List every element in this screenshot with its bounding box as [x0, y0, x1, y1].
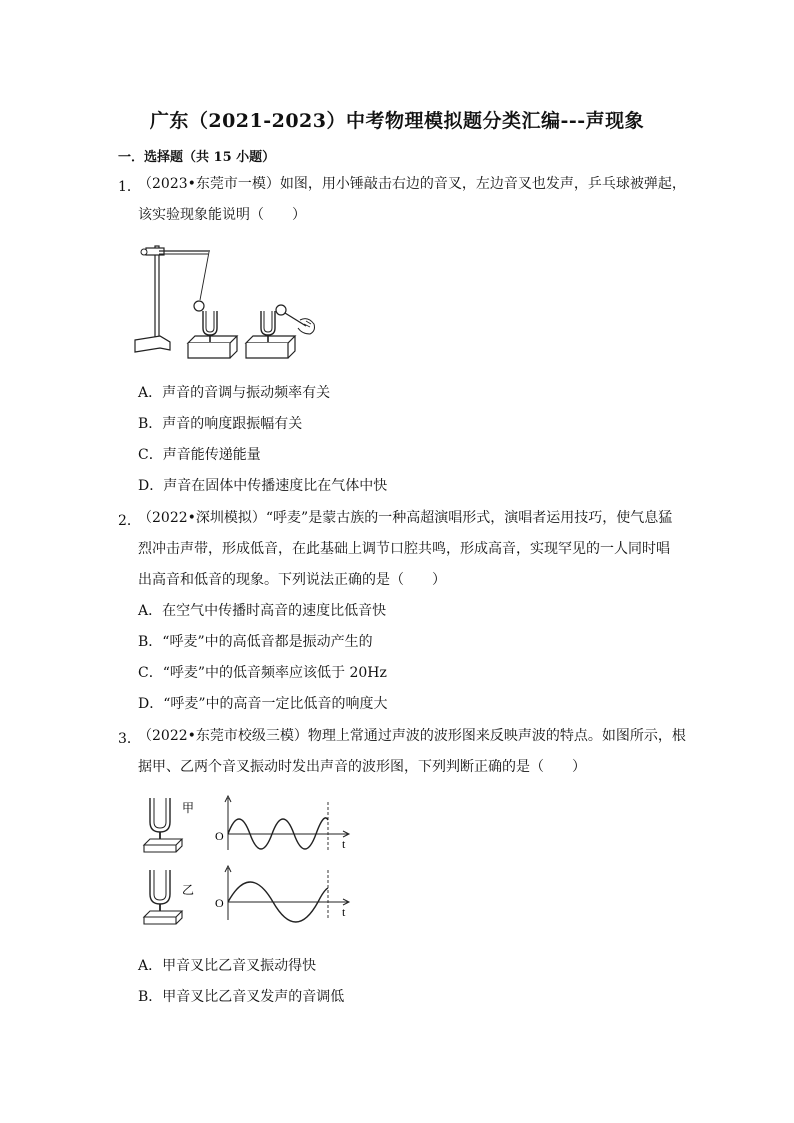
question-2-option-c: C．“呼麦”中的低音频率应该低于 20Hz	[138, 665, 387, 681]
question-3-option-a: A．甲音叉比乙音叉振动得快	[138, 958, 317, 974]
axis-t-b-label: t	[342, 905, 346, 919]
waveform-comparison-figure	[138, 790, 368, 940]
question-1-number: 1．	[118, 179, 141, 195]
question-2-option-a: A．在空气中传播时高音的速度比低音快	[138, 603, 387, 619]
question-2-number: 2．	[118, 513, 141, 529]
question-1-option-d: D．声音在固体中传播速度比在气体中快	[138, 478, 388, 494]
section-heading: 一．选择题（共 15 小题）	[118, 150, 276, 165]
question-1-option-a: A．声音的音调与振动频率有关	[138, 385, 331, 401]
question-1-line-2: 该实验现象能说明（ ）	[138, 207, 306, 223]
page-title: 广东（2021-2023）中考物理模拟题分类汇编---声现象	[149, 110, 645, 132]
question-2-line-1: （2022•深圳模拟）“呼麦”是蒙古族的一种高超演唱形式，演唱者运用技巧，使气息猛	[138, 510, 673, 526]
question-2-option-b: B．“呼麦”中的高低音都是振动产生的	[138, 634, 373, 650]
question-2-line-3: 出高音和低音的现象。下列说法正确的是（ ）	[138, 572, 446, 588]
question-2-option-d: D．“呼麦”中的高音一定比低音的响度大	[138, 696, 388, 712]
fork-b-label: 乙	[182, 883, 195, 897]
waveform-a	[228, 818, 328, 849]
question-3-line-1: （2022•东莞市校级三模）物理上常通过声波的波形图来反映声波的特点。如图所示，根	[138, 728, 686, 744]
fork-a-label: 甲	[182, 801, 195, 815]
question-2-line-2: 烈冲击声带，形成低音，在此基础上调节口腔共鸣，形成高音，实现罕见的一人同时唱	[138, 541, 670, 557]
question-3-number: 3．	[118, 731, 141, 747]
question-1-option-b: B．声音的响度跟振幅有关	[138, 416, 303, 432]
origin-a-label: O	[215, 829, 224, 843]
question-3-line-2: 据甲、乙两个音叉振动时发出声音的波形图，下列判断正确的是（ ）	[138, 759, 586, 775]
question-1-line-1: （2023•东莞市一模）如图，用小锤敲击右边的音叉，左边音叉也发声，乒乓球被弹起，	[138, 176, 686, 192]
question-1-option-c: C．声音能传递能量	[138, 447, 261, 463]
question-3-option-b: B．甲音叉比乙音叉发声的音调低	[138, 989, 345, 1005]
origin-b-label: O	[215, 896, 224, 910]
axis-t-a-label: t	[342, 837, 346, 851]
tuning-fork-resonance-figure	[130, 238, 330, 368]
